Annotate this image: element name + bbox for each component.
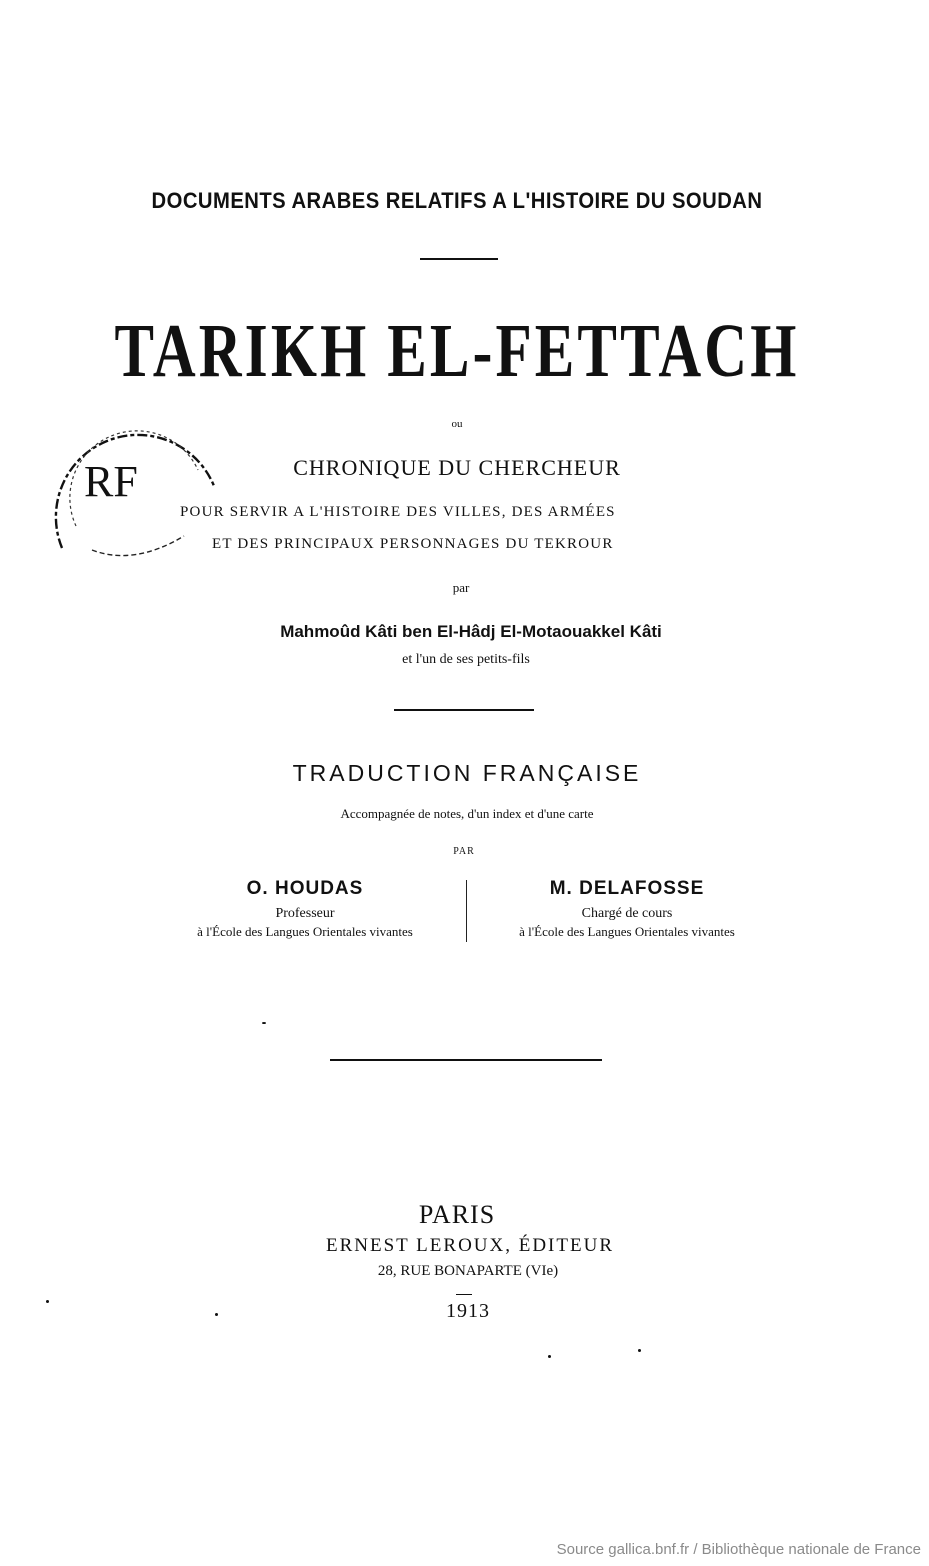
translation-note: Accompagnée de notes, d'un index et d'une carte: [340, 806, 594, 821]
conjunction-ou: ou: [451, 418, 463, 430]
translation-heading: TRADUCTION FRANÇAISE: [292, 760, 642, 786]
imprint-city: PARIS: [418, 1200, 496, 1229]
purpose-line-2: ET DES PRINCIPAUX PERSONNAGES DU TEKROUR: [212, 536, 614, 552]
print-speck: [638, 1349, 641, 1352]
translator-institution: à l'École des Langues Orientales vivantes: [197, 924, 413, 939]
translator-institution: à l'École des Langues Orientales vivantes: [519, 924, 735, 939]
stamp-monogram: RF: [84, 457, 138, 506]
print-speck: [215, 1313, 218, 1316]
translator-role: Chargé de cours: [581, 906, 673, 921]
print-speck: [46, 1300, 49, 1303]
imprint-publisher: ERNEST LEROUX, ÉDITEUR: [326, 1235, 614, 1256]
purpose-line-1: POUR SERVIR A L'HISTOIRE DES VILLES, DES ARMÉES: [180, 504, 616, 520]
imprint-year: 1913: [446, 1300, 490, 1322]
rule-year: [456, 1294, 472, 1295]
translator-houdas: [150, 878, 460, 940]
library-stamp: [44, 398, 224, 578]
rule-middle: [394, 709, 534, 711]
print-speck: [262, 1022, 266, 1024]
translators-by-label: PAR: [453, 846, 475, 857]
translator-role: Professeur: [275, 906, 335, 921]
translator-name: O. HOUDAS: [246, 878, 364, 899]
series-title: DOCUMENTS ARABES RELATIFS A L'HISTOIRE DU SOUDAN: [151, 188, 763, 213]
print-speck: [548, 1355, 551, 1358]
rule-lower: [330, 1059, 602, 1061]
rule-top: [420, 258, 498, 260]
by-label: par: [452, 580, 470, 595]
translator-divider: [466, 880, 467, 942]
source-credit: Source gallica.bnf.fr / Bibliothèque nationale de France: [556, 1541, 921, 1558]
translator-name: M. DELAFOSSE: [549, 878, 705, 899]
subtitle: CHRONIQUE DU CHERCHEUR: [293, 455, 621, 480]
author-name: Mahmoûd Kâti ben El-Hâdj El-Motaouakkel Kâti: [280, 622, 662, 641]
main-title: TARIKH EL-FETTACH: [114, 309, 800, 393]
imprint-address: 28, RUE BONAPARTE (VIe): [377, 1263, 559, 1279]
translator-delafosse: [472, 878, 782, 940]
co-author: et l'un de ses petits-fils: [402, 652, 530, 667]
